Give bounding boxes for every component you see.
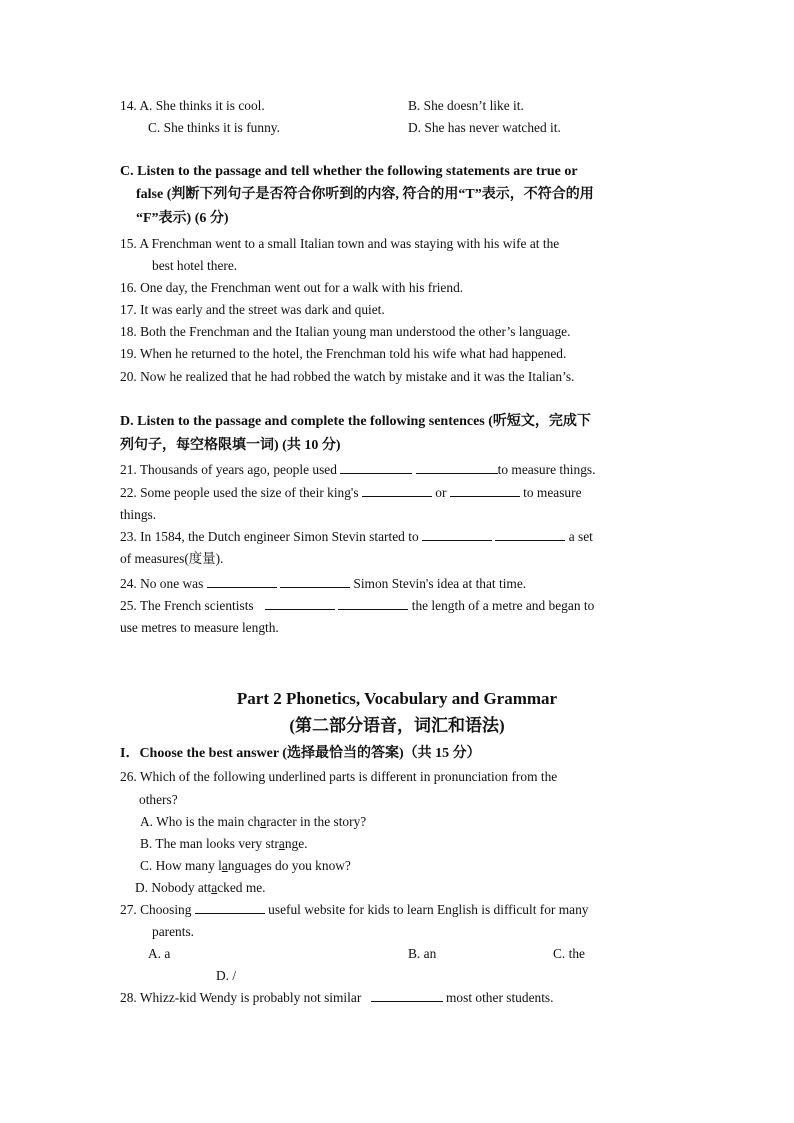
q14-option-a: She thinks it is cool. — [155, 98, 265, 113]
q26-line1: 26. Which of the following underlined parts is different in pronunciation from the — [120, 769, 558, 784]
q22-blank-1[interactable] — [362, 484, 432, 497]
q26-a-text-1: A. Who is the main ch — [140, 814, 261, 829]
q23 — [120, 528, 593, 545]
q26-b-text-2: nge. — [284, 836, 308, 851]
q17: 17. It was early and the street was dark and quiet. — [120, 302, 385, 317]
q26-c-text-1: C. How many l — [140, 858, 222, 873]
q23-text-b: a set — [568, 529, 593, 544]
q22-text-or: or — [435, 485, 447, 500]
q24-blank-2[interactable] — [280, 575, 350, 588]
q26-line2: others? — [139, 792, 178, 807]
q23-text-a: 23. In 1584, the Dutch engineer Simon Stevin started to — [120, 529, 419, 544]
q26-a-underlined: a — [260, 814, 267, 829]
section-d-heading-line2: 列句子，每空格限填一词) (共 10 分) — [120, 438, 341, 453]
q27-option-a: A. a — [148, 946, 171, 961]
q25-line2: use metres to measure length. — [120, 620, 279, 635]
q26-d-underlined: a — [211, 880, 218, 895]
q26-d-text-1: D. Nobody att — [135, 880, 212, 895]
q14-option-b: B. She doesn’t like it. — [408, 98, 524, 113]
q15-line2: best hotel there. — [152, 258, 238, 273]
q24-blank-1[interactable] — [207, 575, 277, 588]
q25-blank-2[interactable] — [338, 597, 408, 610]
q27-option-d: D. / — [216, 968, 237, 983]
q26-option-a — [140, 813, 366, 830]
q24 — [120, 575, 526, 592]
q25-text-a: 25. The French scientists — [120, 598, 254, 613]
q14-option-d: D. She has never watched it. — [408, 120, 561, 135]
q27-line2: parents. — [152, 924, 195, 939]
q27-text-b: useful website for kids to learn English is difficult for many — [268, 902, 589, 917]
q21 — [120, 461, 595, 478]
part2-subtitle: (第二部分语音，词汇和语法) — [289, 716, 505, 735]
q19: 19. When he returned to the hotel, the Frenchman told his wife what had happened. — [120, 346, 567, 361]
q26-b-underlined: a — [278, 836, 285, 851]
part2-title: Part 2 Phonetics, Vocabulary and Grammar — [236, 689, 558, 708]
q27-blank[interactable] — [195, 901, 265, 914]
q26-c-text-2: nguages do you know? — [227, 858, 351, 873]
q26-option-d — [135, 879, 266, 896]
q27-text-a: 27. Choosing — [120, 902, 192, 917]
q25 — [120, 597, 594, 614]
q24-text-b: Simon Stevin's idea at that time. — [353, 576, 527, 591]
q15-line1: 15. A Frenchman went to a small Italian town and was staying with his wife at the — [120, 236, 560, 251]
q22 — [120, 484, 582, 501]
section-1-heading: I．Choose the best answer (选择最恰当的答案)（共 15 分） — [120, 746, 481, 761]
q26-option-c — [140, 857, 351, 874]
q26-d-text-2: cked me. — [217, 880, 266, 895]
q28-text-a: 28. Whizz-kid Wendy is probably not similar — [120, 990, 362, 1005]
q28-blank[interactable] — [371, 989, 443, 1002]
q21-text-b: to measure things. — [497, 462, 596, 477]
section-c-heading-line3: “F”表示) (6 分) — [136, 211, 229, 226]
q14-option-c: C. She thinks it is funny. — [148, 120, 280, 135]
q23-line2: of measures(度量). — [120, 551, 224, 566]
q21-blank-1[interactable] — [340, 461, 412, 474]
section-d-heading-line1: D. Listen to the passage and complete the following sentences (听短文，完成下 — [120, 414, 591, 429]
q22-line2: things. — [120, 507, 157, 522]
q25-text-b: the length of a metre and began to — [411, 598, 595, 613]
q23-blank-1[interactable] — [422, 528, 492, 541]
q22-text-c: to measure — [523, 485, 582, 500]
q14-number: 14. A. — [120, 98, 153, 113]
q18: 18. Both the Frenchman and the Italian young man understood the other’s language. — [120, 324, 571, 339]
q16: 16. One day, the Frenchman went out for a walk with his friend. — [120, 280, 464, 295]
q20: 20. Now he realized that he had robbed the watch by mistake and it was the Italian’s. — [120, 369, 575, 384]
q27-line1 — [120, 901, 588, 918]
q21-text-a: 21. Thousands of years ago, people used — [120, 462, 337, 477]
q25-blank-1[interactable] — [265, 597, 335, 610]
q27-option-c: C. the — [553, 946, 585, 961]
section-c-heading-line2: false (判断下列句子是否符合你听到的内容, 符合的用“T”表示，不符合的用 — [136, 187, 594, 202]
q26-option-b — [140, 835, 308, 852]
q26-b-text-1: B. The man looks very str — [140, 836, 279, 851]
q14-line1 — [120, 97, 265, 114]
q23-blank-2[interactable] — [495, 528, 565, 541]
q26-c-underlined: a — [221, 858, 228, 873]
q22-blank-2[interactable] — [450, 484, 520, 497]
q28-text-b: most other students. — [446, 990, 554, 1005]
section-c-heading-line1: C. Listen to the passage and tell whether the following statements are true or — [120, 164, 578, 179]
q27-option-b: B. an — [408, 946, 437, 961]
q24-text-a: 24. No one was — [120, 576, 204, 591]
q22-text-a: 22. Some people used the size of their king's — [120, 485, 359, 500]
q21-blank-2[interactable] — [416, 461, 498, 474]
q26-a-text-2: racter in the story? — [266, 814, 367, 829]
q28 — [120, 989, 554, 1006]
